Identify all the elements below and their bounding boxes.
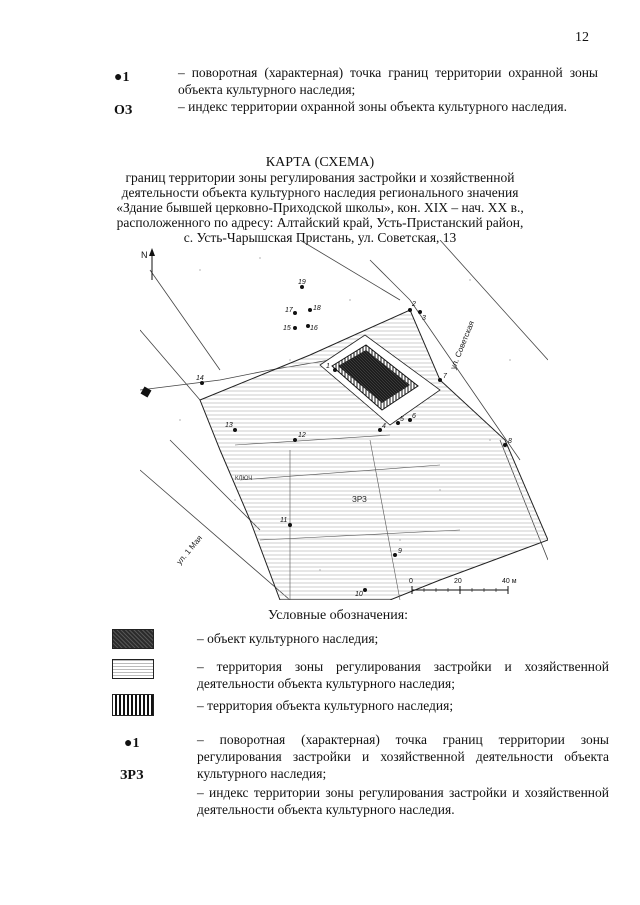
point-label-15: 15 — [283, 325, 291, 332]
building-label: КЛЮЧ — [235, 476, 253, 482]
top-index-symbol: ОЗ — [114, 103, 133, 118]
legend-object-territory: – территория объекта культурного наследия; — [197, 698, 454, 713]
street-label-1-may: ул. 1 Мая — [174, 533, 205, 567]
scale-label-0: 0 — [409, 578, 413, 585]
cadastral-map — [140, 240, 548, 600]
map-title-line-4: «Здание бывшей церковно-Приходской школы», кон. XIX – нач. XX в., — [116, 200, 524, 215]
point-label-1: 1 — [326, 363, 330, 370]
page-number: 12 — [575, 30, 589, 45]
scale-label-20: 20 — [454, 578, 462, 585]
heritage-object-swatch — [112, 629, 154, 649]
top-point-symbol: ●1 — [114, 70, 130, 85]
street-label-sovetskaya: ул. Советская — [448, 319, 477, 371]
legend-index-symbol: ЗРЗ — [120, 768, 144, 783]
map-title — [100, 155, 540, 245]
point-label-9: 9 — [398, 548, 402, 555]
point-label-18: 18 — [313, 305, 321, 312]
point-label-13: 13 — [225, 422, 233, 429]
legend-index-text: – индекс территории зоны регулирования застройки и хозяйственной деятельности объекта культурного наследия. — [197, 785, 609, 817]
point-label-19: 19 — [298, 279, 306, 286]
zone-label: ЗРЗ — [352, 495, 367, 504]
map-title-line-5: расположенного по адресу: Алтайский край, Усть-Пристанский район, — [116, 215, 524, 230]
north-label: N — [141, 250, 148, 260]
point-label-8: 8 — [508, 438, 512, 445]
map-title-line-2: границ территории зоны регулирования застройки и хозяйственной — [125, 170, 515, 185]
map-title-line-3: деятельности объекта культурного наследия регионального значения — [121, 185, 519, 200]
legend-heading: Условные обозначения: — [268, 608, 409, 623]
legend-zone-territory: – территория зоны регулирования застройки и хозяйственной деятельности объекта культурного наследия; — [197, 659, 609, 691]
point-label-4: 4 — [382, 423, 386, 430]
point-label-6: 6 — [412, 413, 416, 420]
zone-territory-swatch — [112, 659, 154, 679]
legend-heritage-object: – объект культурного наследия; — [197, 631, 379, 646]
point-label-16: 16 — [310, 325, 318, 332]
legend-point-text: – поворотная (характерная) точка границ территории зоны регулирования застройки и хозяйственной деятельности объекта культурного наследия; — [197, 732, 609, 781]
top-index-text: – индекс территории охранной зоны объекта культурного наследия. — [178, 99, 567, 114]
map-title-line-1: КАРТА (СХЕМА) — [265, 155, 375, 170]
point-label-14: 14 — [196, 375, 204, 382]
map-title-line-6: с. Усть-Чарышская Пристань, ул. Советская, 13 — [183, 230, 457, 245]
point-label-3: 3 — [422, 315, 426, 322]
point-label-17: 17 — [285, 307, 293, 314]
point-label-11: 11 — [280, 517, 288, 524]
point-label-12: 12 — [298, 432, 306, 439]
top-point-text: – поворотная (характерная) точка границ территории охранной зоны объекта культурного наследия; — [178, 65, 598, 97]
object-territory-swatch — [112, 694, 154, 716]
point-label-7: 7 — [443, 373, 447, 380]
north-arrow — [141, 248, 155, 280]
point-label-2: 2 — [412, 301, 416, 308]
map-drawing — [140, 240, 548, 600]
legend-point-symbol: ●1 — [124, 736, 140, 751]
point-label-10: 10 — [355, 591, 363, 598]
scale-label-40: 40 м — [502, 578, 517, 585]
point-label-5: 5 — [400, 416, 404, 423]
